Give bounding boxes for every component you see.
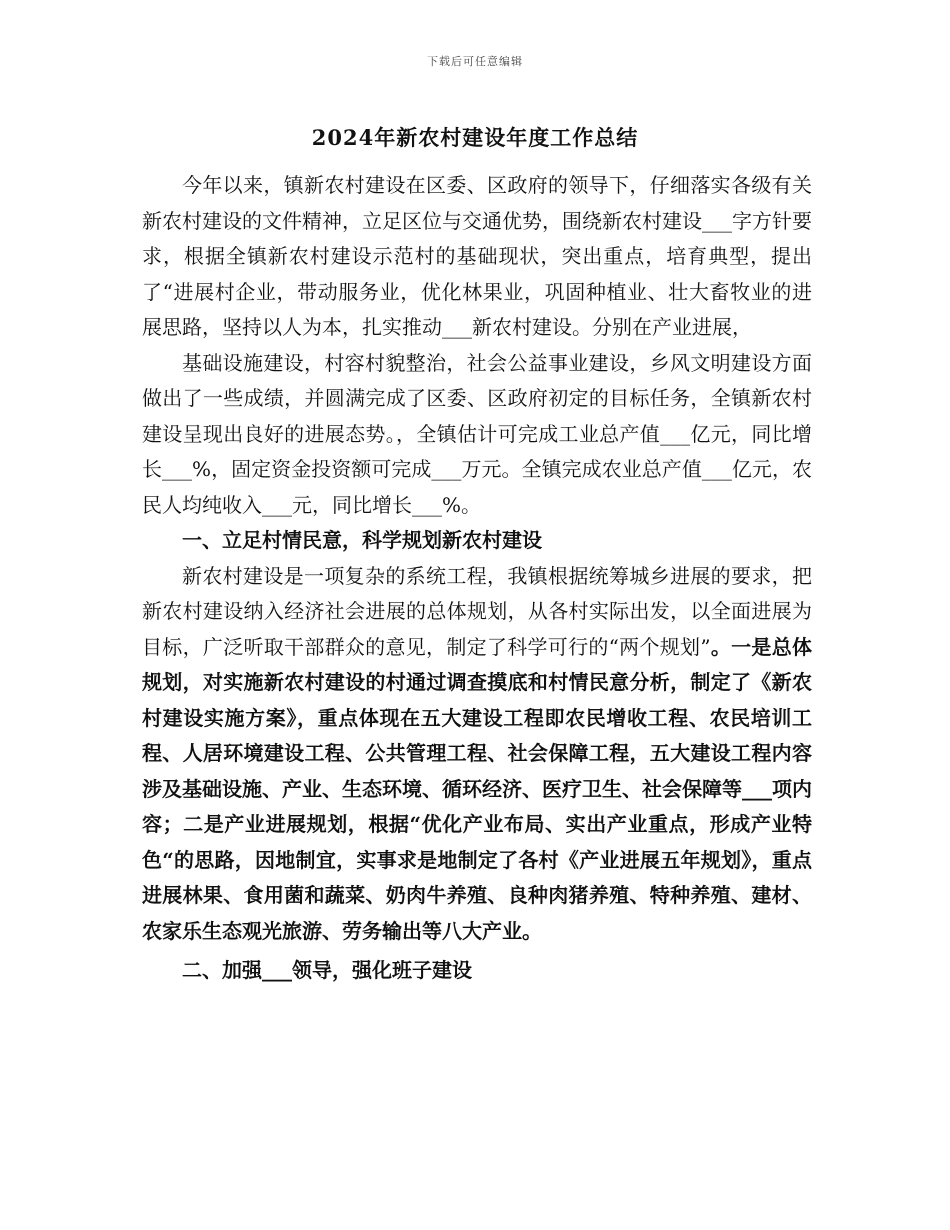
header-note: 下载后可任意编辑 (427, 55, 523, 68)
paragraph-achievements: 基础设施建设，村容村貌整治，社会公益事业建设，乡风文明建设方面做出了一些成绩，并圆满完成了区委、区政府初定的目标任务，全镇新农村建设呈现出良好的进展态势。，全镇估计可完成工业总产值___亿元，同比增长___%，固定资金投资额可完成___万元。全镇完成农业总产值___亿元，农民人均纯收入___元，同比增长___%。 (142, 350, 812, 517)
section-heading-1: 一、立足村情民意，科学规划新农村建设 (182, 528, 542, 552)
document-body (142, 168, 812, 989)
document-title: 2024年新农村建设年度工作总结 (311, 125, 639, 150)
paragraph-planning-bold: 。一是总体规划，对实施新农村建设的村通过调查摸底和村情民意分析，制定了《新农村建设实施方案》，重点体现在五大建设工程即农民增收工程、农民培训工程、人居环境建设工程、公共管理工程、社会保障工程，五大建设工程内容涉及基础设施、产业、生态环境、循环经济、医疗卫生、社会保障等___项内容；二是产业进展规划，根据“优化产业布局、实出产业重点，形成产业特色“的思路，因地制宜，实事求是地制定了各村《产业进展五年规划》，重点进展林果、食用菌和蔬菜、奶肉牛养殖、良种肉猪养殖、特种养殖、建材、农家乐生态观光旅游、劳务输出等八大产业。 (142, 634, 813, 943)
section-heading-2: 二、加强___领导，强化班子建设 (182, 958, 472, 982)
paragraph-planning (142, 559, 812, 950)
paragraph-intro: 今年以来，镇新农村建设在区委、区政府的领导下，仔细落实各级有关新农村建设的文件精神，立足区位与交通优势，围绕新农村建设___字方针要求，根据全镇新农村建设示范村的基础现状，突出重点，培育典型，提出了“进展村企业，带动服务业，优化林果业，巩固种植业、壮大畜牧业的进展思路，坚持以人为本，扎实推动___新农村建设。分别在产业进展， (142, 173, 812, 339)
paragraph-planning-plain: 新农村建设是一项复杂的系统工程，我镇根据统筹城乡进展的要求，把新农村建设纳入经济社会进展的总体规划，从各村实际出发，以全面进展为目标，广泛听取干部群众的意见，制定了科学可行的“两个规划” (142, 563, 812, 659)
